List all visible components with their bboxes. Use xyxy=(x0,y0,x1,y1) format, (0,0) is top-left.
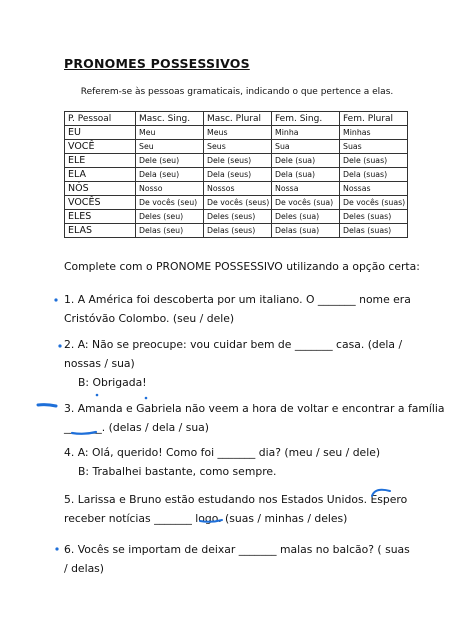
table-cell: Dele (seu) xyxy=(136,154,204,168)
table-cell: Dela (sua) xyxy=(272,168,340,182)
table-cell: De vocês (sua) xyxy=(272,196,340,210)
table-cell: Sua xyxy=(272,140,340,154)
pronoun-cell: ELE xyxy=(65,154,136,168)
bullet-dot-1 xyxy=(54,298,57,301)
table-cell: De vocês (seus) xyxy=(204,196,272,210)
table-cell: Deles (sua) xyxy=(272,210,340,224)
table-cell: De vocês (suas) xyxy=(340,196,408,210)
table-cell: Delas (suas) xyxy=(340,224,408,238)
pronoun-cell: ELES xyxy=(65,210,136,224)
table-cell: Dela (suas) xyxy=(340,168,408,182)
table-cell: Delas (seu) xyxy=(136,224,204,238)
exercise-6-line-1: 6. Vocês se importam de deixar _______ malas no balcão? ( suas xyxy=(64,543,410,556)
table-cell: Nossos xyxy=(204,182,272,196)
exercise-1-line-2: Cristóvão Colombo. (seu / dele) xyxy=(64,312,235,325)
pronoun-cell: ELAS xyxy=(65,224,136,238)
table-header-cell: Fem. Sing. xyxy=(272,112,340,126)
table-cell: Nossa xyxy=(272,182,340,196)
table-cell: Dele (sua) xyxy=(272,154,340,168)
table-cell: Dele (seus) xyxy=(204,154,272,168)
page-subtitle: Referem-se às pessoas gramaticais, indicando o que pertence a elas. xyxy=(80,87,394,97)
curve-mark-5 xyxy=(372,490,390,496)
exercise-6-line-2: / delas) xyxy=(64,562,105,575)
table-cell: Delas (seus) xyxy=(204,224,272,238)
exercise-3-line-2: _______. (delas / dela / sua) xyxy=(64,421,210,434)
table-cell: Seu xyxy=(136,140,204,154)
table-header-cell: Fem. Plural xyxy=(340,112,408,126)
exercise-2-line-3: B: Obrigada! xyxy=(78,376,147,389)
table-cell: Dela (seus) xyxy=(204,168,272,182)
exercise-2-line-1: 2. A: Não se preocupe: vou cuidar bem de _______ casa. (dela / xyxy=(64,338,403,351)
table-cell: Minha xyxy=(272,126,340,140)
table-cell: Deles (suas) xyxy=(340,210,408,224)
table-cell: Dela (seu) xyxy=(136,168,204,182)
table-cell: Nosso xyxy=(136,182,204,196)
exercise-4-line-2: B: Trabalhei bastante, como sempre. xyxy=(78,465,277,478)
table-header-cell: Masc. Plural xyxy=(204,112,272,126)
pronoun-cell: NÓS xyxy=(65,182,136,196)
bullet-dot-2 xyxy=(58,344,61,347)
exercise-5-line-1: 5. Larissa e Bruno estão estudando nos Estados Unidos. Espero xyxy=(64,493,408,506)
table-header-cell: Masc. Sing. xyxy=(136,112,204,126)
table-cell: Nossas xyxy=(340,182,408,196)
exercise-4-line-1: 4. A: Olá, querido! Como foi _______ dia? (meu / seu / dele) xyxy=(64,446,381,459)
table-cell: Meu xyxy=(136,126,204,140)
exercise-5-line-2: receber notícias _______ logo. (suas / minhas / deles) xyxy=(64,512,348,525)
table-cell: Dele (suas) xyxy=(340,154,408,168)
exercise-2-line-2: nossas / sua) xyxy=(64,357,135,370)
table-cell: Deles (seus) xyxy=(204,210,272,224)
table-cell: Meus xyxy=(204,126,272,140)
bullet-dot-3 xyxy=(96,394,99,397)
pronoun-cell: ELA xyxy=(65,168,136,182)
exercise-3-line-1: 3. Amanda e Gabriela não veem a hora de voltar e encontrar a família xyxy=(64,402,445,415)
table-cell: Suas xyxy=(340,140,408,154)
table-cell: Minhas xyxy=(340,126,408,140)
table-cell: De vocês (seu) xyxy=(136,196,204,210)
page-title: PRONOMES POSSESSIVOS xyxy=(64,56,250,71)
underline-mark-5 xyxy=(200,520,222,522)
table-cell: Seus xyxy=(204,140,272,154)
table-cell: Deles (seu) xyxy=(136,210,204,224)
exercise-1-line-1: 1. A América foi descoberta por um italiano. O _______ nome era xyxy=(64,293,411,306)
dash-mark-3 xyxy=(38,405,56,406)
pronoun-cell: VOCÊ xyxy=(65,140,136,154)
bullet-dot-5 xyxy=(55,547,58,550)
pronoun-cell: VOCÊS xyxy=(65,196,136,210)
bullet-dot-4 xyxy=(145,397,148,400)
table-cell: Delas (sua) xyxy=(272,224,340,238)
table-header-cell: P. Pessoal xyxy=(65,112,136,126)
pronoun-cell: EU xyxy=(65,126,136,140)
instruction: Complete com o PRONOME POSSESSIVO utilizando a opção certa: xyxy=(64,260,420,273)
underline-mark-3 xyxy=(72,432,96,434)
